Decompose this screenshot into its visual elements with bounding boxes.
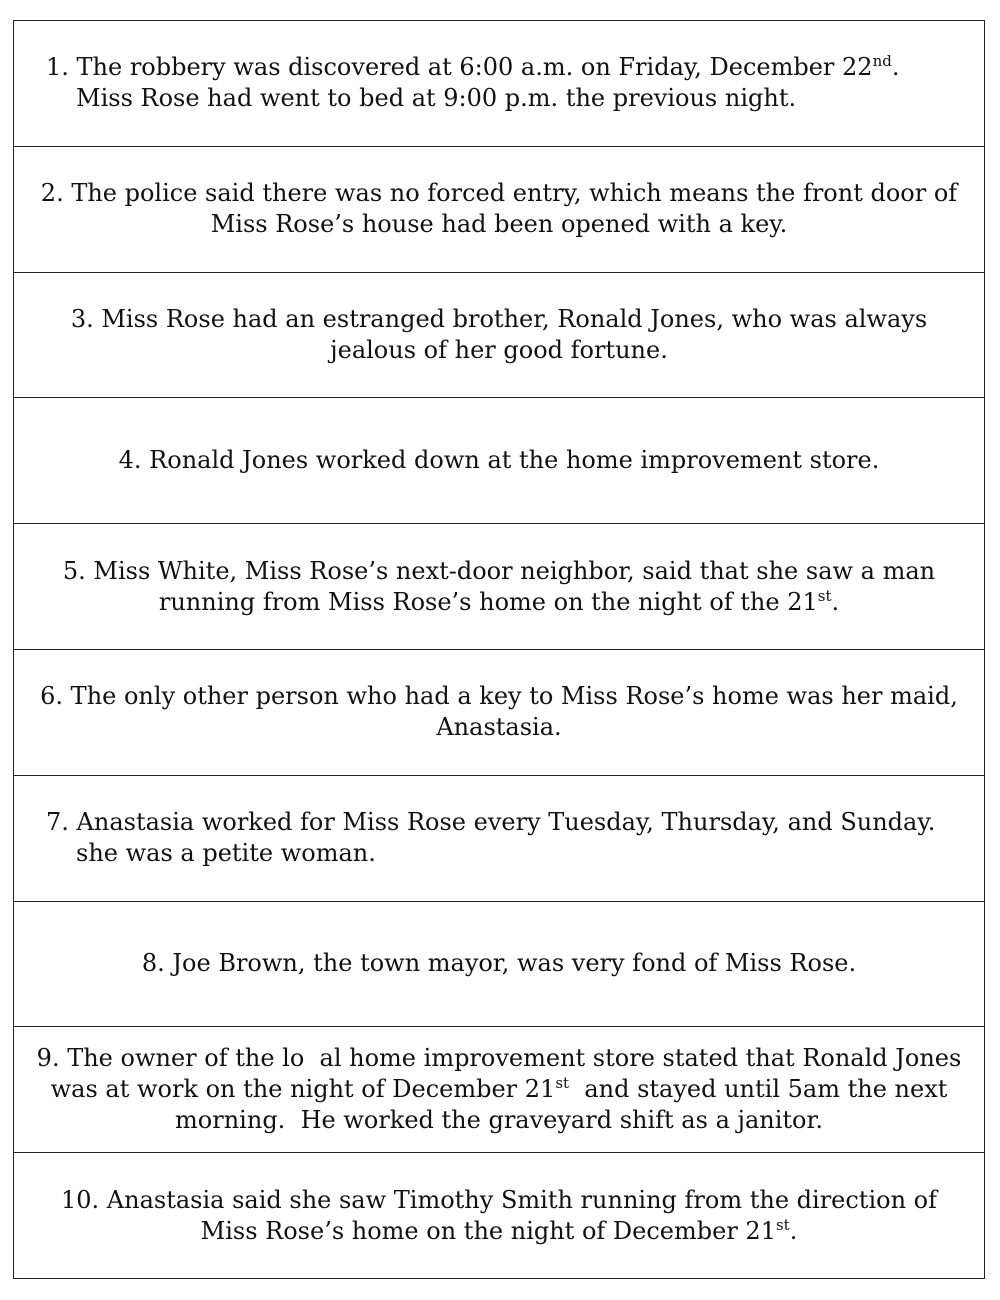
clue-line	[46, 838, 966, 869]
clue-row	[14, 650, 984, 776]
clue-text	[32, 556, 966, 618]
clue-text-segment: 10. Anastasia said she saw Timothy Smith running from the direction of	[60, 1185, 937, 1214]
clue-row	[14, 147, 984, 273]
ordinal-suffix: st	[817, 586, 832, 605]
clue-line	[32, 681, 966, 712]
clue-text-segment: and stayed until 5am the next	[569, 1075, 948, 1104]
clue-row	[14, 1027, 984, 1153]
clue-row	[14, 21, 984, 147]
clue-line	[32, 1216, 966, 1247]
clue-line	[32, 712, 966, 743]
clue-text	[32, 807, 966, 869]
clue-text-segment: .	[789, 1216, 798, 1245]
clue-table	[13, 20, 985, 1279]
clue-line	[32, 1105, 966, 1136]
clue-row	[14, 776, 984, 902]
clue-text	[32, 948, 966, 979]
clue-text	[32, 1043, 966, 1136]
clue-text-segment: 2. The police said there was no forced entry, which means the front door of	[40, 179, 958, 208]
ordinal-suffix: st	[555, 1074, 570, 1093]
clue-row	[14, 902, 984, 1028]
clue-text	[32, 52, 966, 114]
clue-text-segment: Miss Rose had went to bed at 9:00 p.m. the previous night.	[76, 84, 797, 113]
clue-text-segment: she was a petite woman.	[76, 839, 376, 868]
clue-text-segment: .	[831, 587, 840, 616]
clue-text-segment: Anastasia.	[436, 713, 562, 742]
clue-text-segment: morning. He worked the graveyard shift as a janitor.	[175, 1106, 823, 1135]
clue-line	[32, 556, 966, 587]
clue-row	[14, 1153, 984, 1278]
clue-row	[14, 273, 984, 399]
clue-row	[14, 398, 984, 524]
clue-text	[32, 178, 966, 240]
clue-line	[46, 807, 966, 838]
ordinal-suffix: nd	[872, 52, 892, 71]
clue-text-segment: 8. Joe Brown, the town mayor, was very fond of Miss Rose.	[141, 949, 857, 978]
clue-line	[46, 83, 966, 114]
clue-text	[32, 445, 966, 476]
clue-row	[14, 524, 984, 650]
clue-line	[32, 304, 966, 335]
clue-line	[32, 209, 966, 240]
clue-line	[32, 1043, 966, 1074]
clue-text	[32, 304, 966, 366]
clue-text-segment: 7. Anastasia worked for Miss Rose every Tuesday, Thursday, and Sunday.	[46, 808, 936, 837]
clue-text-segment: 3. Miss Rose had an estranged brother, Ronald Jones, who was always	[70, 304, 928, 333]
clue-text-segment: jealous of her good fortune.	[330, 335, 668, 364]
clue-text	[32, 1185, 966, 1247]
clue-line	[32, 335, 966, 366]
clue-line	[32, 587, 966, 618]
clue-line	[32, 1185, 966, 1216]
clue-line	[46, 52, 966, 83]
clue-line	[32, 1074, 966, 1105]
clue-line	[32, 178, 966, 209]
clue-text-segment: running from Miss Rose’s home on the night of the 21	[158, 587, 818, 616]
clue-text-segment: Miss Rose’s home on the night of December 21	[200, 1216, 776, 1245]
clue-line	[32, 445, 966, 476]
clue-line	[32, 948, 966, 979]
clue-text-segment: was at work on the night of December 21	[50, 1075, 556, 1104]
clue-text-segment: 4. Ronald Jones worked down at the home improvement store.	[118, 446, 880, 475]
clue-text	[32, 681, 966, 743]
clue-text-segment: Miss Rose’s house had been opened with a key.	[210, 210, 788, 239]
clue-text-segment: 5. Miss White, Miss Rose’s next-door neighbor, said that she saw a man	[62, 556, 936, 585]
clue-text-segment: 6. The only other person who had a key to Miss Rose’s home was her maid,	[40, 682, 958, 711]
clue-text-segment: 1. The robbery was discovered at 6:00 a.m. on Friday, December 22	[46, 53, 873, 82]
ordinal-suffix: st	[775, 1215, 790, 1234]
clue-text-segment: 9. The owner of the lo al home improvement store stated that Ronald Jones	[36, 1044, 962, 1073]
clue-text-segment: .	[891, 53, 900, 82]
